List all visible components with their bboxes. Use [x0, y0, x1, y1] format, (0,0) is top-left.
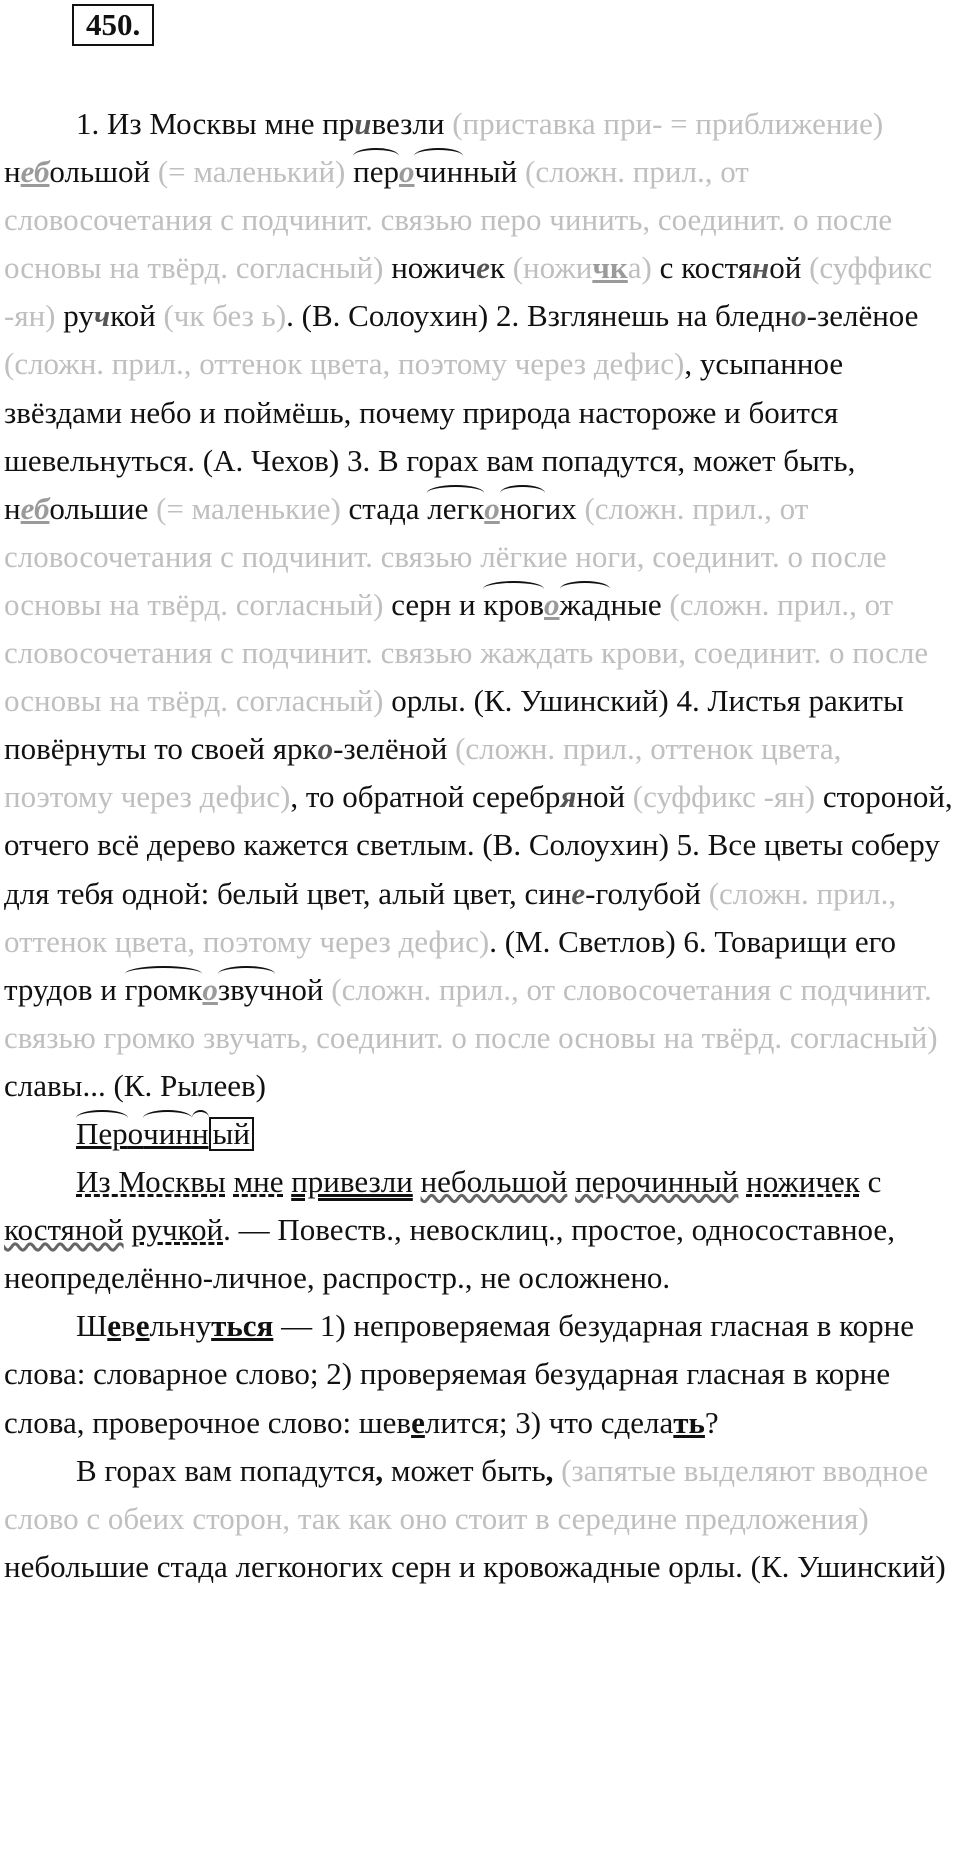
- text: ой: [769, 250, 810, 286]
- text: стада: [340, 490, 428, 526]
- paragraph-spelling: [4, 1302, 956, 1446]
- orthogram: ться: [211, 1308, 274, 1344]
- root-mark: звуч: [218, 966, 275, 1014]
- text: орлы. (К. Ушинский) 4. Листья ракиты повёрнуты то своей ярк: [4, 683, 904, 767]
- note: (сложн. прил., от словосочетания с подчинит. связью жаждать крови, соединит. о после основы на твёрд. согласный): [4, 586, 929, 719]
- attribute: небольшой: [420, 1164, 568, 1200]
- exercise-text: [4, 100, 956, 1591]
- note: (сложн. прил., от словосочетания с подчинит. связью громко звучать, соединит. о после основы на твёрд. согласный): [4, 971, 938, 1055]
- note: (суффикс -ян): [632, 779, 816, 815]
- object: ручкой: [131, 1212, 224, 1248]
- text: [738, 1164, 746, 1199]
- attribute: перочинный: [575, 1164, 739, 1200]
- text: -голубой: [585, 875, 709, 911]
- text: . (В. Солоухин) 2. Взглянешь на бледн: [286, 298, 792, 334]
- morph-ending: ый: [209, 1117, 254, 1151]
- orthogram: я: [560, 779, 577, 815]
- note: (приставка при- = приближение): [452, 106, 884, 141]
- orthogram: о: [398, 154, 415, 190]
- morphemic-analysis: [4, 1110, 956, 1158]
- orthogram: е: [135, 1308, 150, 1344]
- orthogram: о: [544, 586, 560, 622]
- object: мне: [233, 1164, 284, 1200]
- exercise-number: 450.: [72, 4, 154, 46]
- text: везли: [371, 106, 453, 141]
- root-mark: громк: [125, 966, 203, 1014]
- note: (= маленький): [157, 154, 346, 190]
- root-mark: чин: [414, 148, 463, 196]
- orthogram: н: [752, 250, 770, 286]
- text: лится; 3) что сдела: [424, 1404, 674, 1440]
- text: ножич: [383, 250, 477, 286]
- orthogram: е: [411, 1404, 425, 1440]
- text: ной: [274, 971, 332, 1007]
- text: кой: [110, 298, 164, 334]
- text: ру: [55, 298, 94, 334]
- root-mark: пер: [353, 148, 399, 196]
- text: стороной, отчего всё дерево кажется светлым. (В. Солоухин) 5. Все цветы соберу для тебя одной: белый цвет, алый цвет, син: [4, 779, 953, 911]
- morph-root: Пер: [76, 1110, 128, 1158]
- text: с костя: [651, 250, 753, 286]
- note: (= маленькие): [156, 490, 341, 526]
- root-mark: кров: [483, 581, 544, 629]
- orthogram: еб: [20, 154, 50, 190]
- morph-root: чин: [143, 1110, 192, 1158]
- orthogram: е: [571, 875, 586, 911]
- text: серн и: [383, 586, 484, 622]
- orthogram: о: [484, 490, 500, 526]
- root-mark: ног: [500, 485, 545, 533]
- note: (сложн. прил., от словосочетания с подчинит. связью перо чинить, соединит. о после основы на твёрд. согласный): [4, 154, 893, 286]
- note: а): [627, 250, 652, 286]
- note: (сложн. прил., оттенок цвета, поэтому через дефис): [4, 346, 685, 382]
- morph-word: [76, 1116, 254, 1151]
- root-mark: легк: [427, 485, 484, 533]
- orthogram: е: [476, 250, 490, 286]
- orthogram: о: [317, 731, 334, 767]
- orthogram: о: [791, 298, 807, 334]
- text: -зелёной: [333, 731, 456, 767]
- text: их: [544, 490, 585, 526]
- text: , то обратной серебр: [290, 779, 561, 815]
- comma: ,: [545, 1452, 554, 1488]
- paragraph-sentences: [4, 100, 956, 1110]
- note: (суффикс -ян): [4, 250, 933, 334]
- text: ные: [610, 586, 670, 622]
- orthogram: и: [354, 106, 372, 141]
- text: . (М. Светлов) 6. Товарищи его трудов и: [4, 923, 897, 1007]
- text: -зелёное: [806, 298, 919, 334]
- note: (ножи: [512, 250, 593, 286]
- orthogram: чк: [592, 250, 628, 286]
- text: ?: [704, 1404, 719, 1440]
- text: н: [4, 154, 21, 190]
- orthogram: о: [202, 971, 218, 1007]
- text: [553, 1453, 561, 1488]
- orthogram: е: [107, 1308, 122, 1344]
- text: ный: [463, 154, 526, 190]
- morph-connector: о: [127, 1115, 144, 1151]
- note: (сложн. прил., от словосочетания с подчинит. связью лёгкие ноги, соединит. о после основы на твёрд. согласный): [4, 490, 887, 622]
- text: ольшой: [49, 154, 158, 190]
- text: В горах вам попадутся: [76, 1452, 376, 1488]
- text: льну: [149, 1308, 212, 1344]
- morph-suffix: н: [192, 1110, 209, 1158]
- root-mark: жад: [560, 581, 611, 629]
- text: ольшие: [49, 490, 157, 526]
- orthogram: ть: [673, 1404, 705, 1440]
- paragraph-parse: [4, 1158, 956, 1302]
- text: может быть: [383, 1452, 546, 1488]
- text: 1. Из Москвы мне пр: [76, 106, 355, 141]
- text: славы... (К. Рылеев): [4, 1067, 266, 1103]
- text: . — Повеств., невосклиц., простое, односоставное, неопределённо-личное, распростр., не осложнено.: [4, 1212, 895, 1296]
- note: (сложн. прил., оттенок цвета, поэтому через дефис): [4, 731, 842, 815]
- note: (сложн. прил., оттенок цвета, поэтому через дефис): [4, 875, 897, 959]
- text: с: [859, 1164, 882, 1200]
- text: к: [489, 250, 513, 286]
- orthogram: ч: [93, 298, 111, 334]
- text: [567, 1164, 575, 1199]
- text: — 1) непроверяемая безударная гласная в корне слова: словарное слово; 2) проверяемая безударная гласная в корне слова, проверочное слово: шев: [4, 1308, 914, 1440]
- text: , усыпанное звёздами небо и поймёшь, почему природа настороже и боится шевельнуться. (А. Чехов) 3. В горах вам попадутся, может быть, н: [4, 346, 856, 526]
- note: (чк без ь): [163, 298, 287, 334]
- circumstance: Из Москвы: [76, 1164, 226, 1200]
- note: (запятые выделяют вводное слово с обеих сторон, так как оно стоит в середине предложения): [4, 1452, 929, 1536]
- text: небольшие стада легконогих серн и кровожадные орлы. (К. Ушинский): [4, 1548, 946, 1584]
- text: ной: [576, 779, 633, 815]
- attribute: костяной: [4, 1212, 124, 1248]
- predicate: привезли: [291, 1164, 413, 1200]
- text: [345, 154, 353, 189]
- text: [413, 1164, 421, 1199]
- text: в: [121, 1308, 136, 1344]
- object: ножичек: [746, 1164, 860, 1200]
- text: Ш: [76, 1308, 108, 1344]
- paragraph-commas: [4, 1447, 956, 1591]
- orthogram: еб: [20, 490, 50, 526]
- comma: ,: [375, 1452, 384, 1488]
